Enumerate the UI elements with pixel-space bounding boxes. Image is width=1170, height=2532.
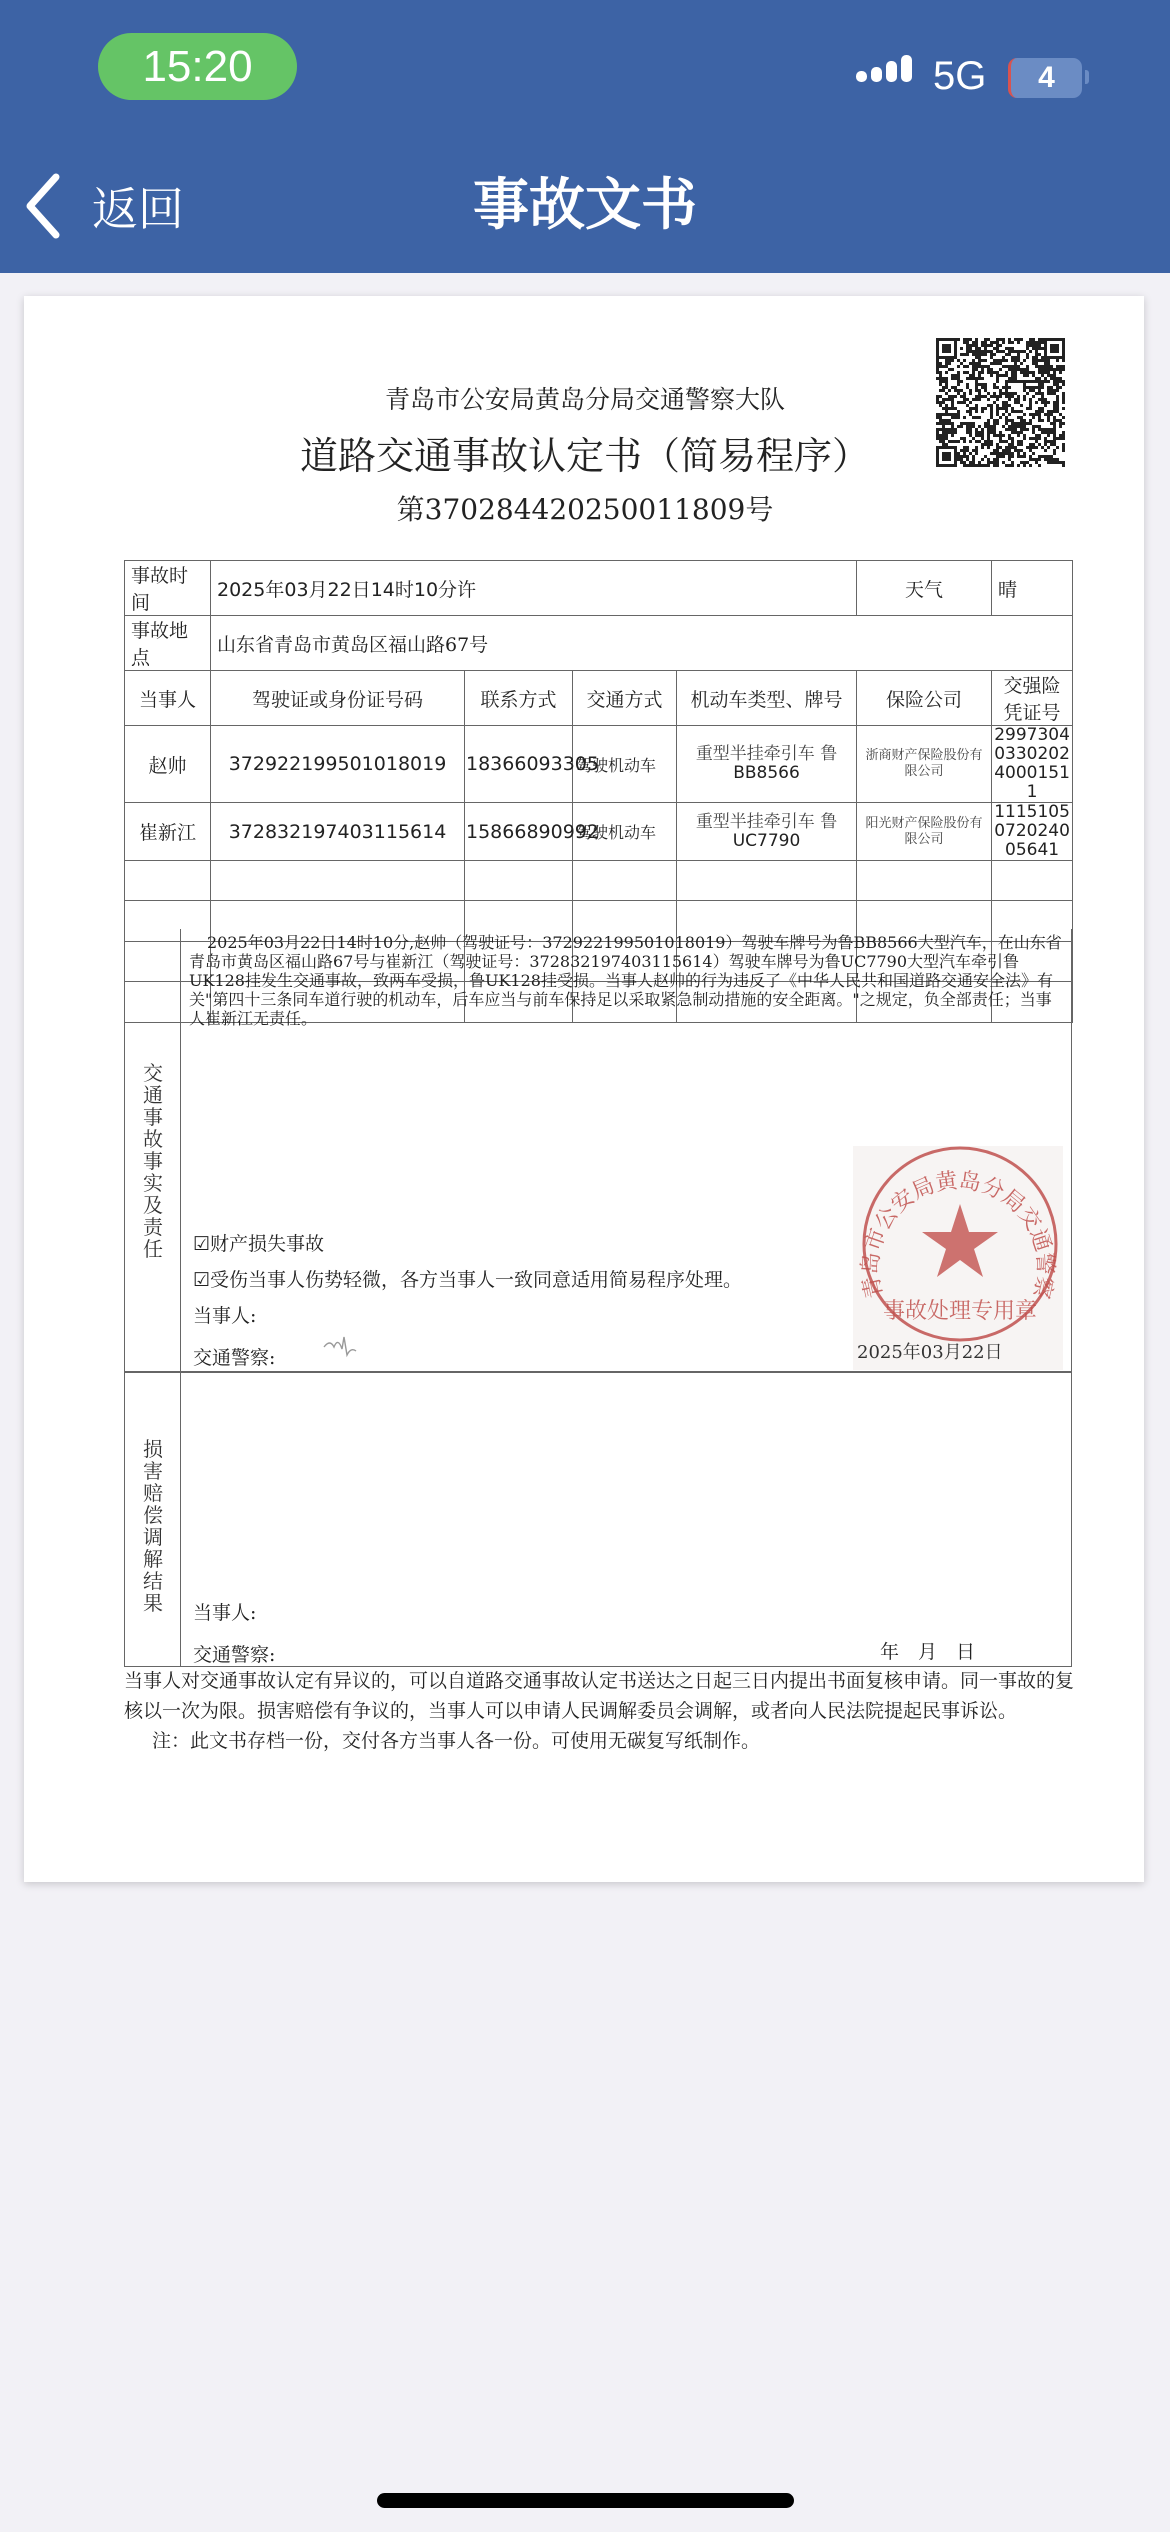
issuing-org: 青岛市公安局黄岛分局交通警察大队 [384, 385, 785, 414]
party-name: 赵帅 [125, 726, 211, 803]
property-loss-checkbox: ☑财产损失事故 [193, 1233, 325, 1255]
vehicle-plate: BB8566 [733, 763, 800, 783]
party-signature-label: 当事人: [193, 1305, 257, 1327]
label-char: 结 [143, 1569, 163, 1593]
party-vehicle [677, 726, 857, 803]
network-type: 5G [933, 54, 987, 98]
label-char: 损 [143, 1437, 163, 1461]
label-char: 任 [143, 1237, 163, 1261]
party-row [125, 803, 1073, 861]
location-value: 山东省青岛市黄岛区福山路67号 [211, 616, 1073, 671]
police-signature-label: 交通警察: [193, 1347, 276, 1369]
party-policy: 2997304033020240001511 [992, 726, 1073, 803]
label-char: 赔 [143, 1481, 163, 1505]
label-char: 调 [143, 1525, 163, 1549]
label-char: 实 [143, 1171, 163, 1195]
party-vehicle [677, 803, 857, 861]
comp-date: 年 月 日 [880, 1641, 976, 1663]
label-char: 解 [143, 1547, 163, 1571]
party-name: 崔新江 [125, 803, 211, 861]
party-row [125, 726, 1073, 803]
svg-text:青岛市公安局黄岛分局交通警察大队: 青岛市公安局黄岛分局交通警察 [858, 1168, 1058, 1301]
label-char: 责 [143, 1215, 163, 1239]
label-char: 果 [143, 1591, 163, 1615]
party-phone: 18366093305 [465, 726, 573, 803]
home-indicator[interactable] [377, 2493, 794, 2508]
label-char: 通 [143, 1083, 163, 1107]
comp-party-label: 当事人: [193, 1602, 257, 1624]
accident-time-value: 2025年03月22日14时10分许 [211, 561, 857, 616]
battery-tip [1085, 70, 1089, 84]
footer-note: 注：此文书存档一份，交付各方当事人各一份。可使用无碳复写纸制作。 [152, 1730, 761, 1752]
weather-label: 天气 [857, 561, 992, 616]
col-license: 驾驶证或身份证号码 [211, 671, 465, 726]
party-insurer: 浙商财产保险股份有限公司 [857, 726, 992, 803]
facts-text: 2025年03月22日14时10分,赵帅（驾驶证号：372922199501018019）驾驶车牌号为鲁BB8566大型汽车，在山东省青岛市黄岛区福山路67号与崔新江（驾驶证号：372832197403115614）驾驶车牌号为鲁UC7790大型汽车牵引鲁UK128挂发生交通事故，致两车受损，鲁UK128挂受损。当事人赵帅的行为违反了《中华人民共和国道路交通安全法》有关"第四十三条同车道行驶的机动车，后车应当与前车保持足以采取紧急制动措施的安全距离。"之规定，负全部责任；当事人崔新江无责任。 [189, 933, 1062, 1028]
vehicle-type: 重型半挂牵引车 鲁 [695, 744, 838, 764]
accident-time-label: 事故时间 [125, 561, 211, 616]
party-mode: 驾驶机动车 [573, 726, 677, 803]
label-char: 事 [143, 1105, 163, 1129]
party-policy: 1115105072024005641 [992, 803, 1073, 861]
col-mode: 交通方式 [573, 671, 677, 726]
svg-text:事故处理专用章: 事故处理专用章 [882, 1299, 1038, 1324]
vehicle-plate: UC7790 [732, 830, 801, 851]
col-insurer: 保险公司 [857, 671, 992, 726]
police-signature [320, 1329, 360, 1359]
party-mode: 驾驶机动车 [573, 803, 677, 861]
weather-value: 晴 [992, 561, 1073, 616]
party-insurer: 阳光财产保险股份有限公司 [857, 803, 992, 861]
stamp-seal [853, 1146, 1063, 1370]
back-label: 返回 [92, 182, 184, 236]
label-char: 故 [143, 1127, 163, 1151]
minor-injury-checkbox: ☑受伤当事人伤势轻微，各方当事人一致同意适用简易程序处理。 [193, 1269, 743, 1291]
document-title: 道路交通事故认定书（简易程序） [299, 434, 870, 478]
stamp-date: 2025年03月22日 [857, 1342, 1003, 1363]
label-char: 交 [143, 1061, 163, 1085]
comp-label [125, 1438, 181, 1614]
battery-icon: 4 [1008, 58, 1082, 98]
footer-notice: 当事人对交通事故认定有异议的，可以自道路交通事故认定书送达之日起三日内提出书面复核申请。同一事故的复核以一次为限。损害赔偿有争议的，当事人可以申请人民调解委员会调解，或者向人民法院提起民事诉讼。 [124, 1670, 1075, 1722]
facts-label [125, 1062, 181, 1260]
vehicle-type: 重型半挂牵引车 鲁 [695, 811, 838, 832]
col-vehicle: 机动车类型、牌号 [677, 671, 857, 726]
party-id: 372922199501018019 [211, 726, 465, 803]
location-row [125, 616, 1073, 671]
location-label: 事故地点 [125, 616, 211, 671]
col-phone: 联系方式 [465, 671, 573, 726]
party-header-row [125, 671, 1073, 726]
label-char: 害 [143, 1459, 163, 1483]
page-title: 事故文书 [473, 173, 697, 238]
label-char: 及 [143, 1193, 163, 1217]
signal-icon [856, 55, 914, 82]
party-id: 372832197403115614 [211, 803, 465, 861]
col-policy: 交强险凭证号 [992, 671, 1073, 726]
label-char: 偿 [143, 1503, 163, 1527]
document-number: 第370284420250011809号 [396, 493, 774, 526]
compensation-section [124, 1372, 1072, 1667]
status-time: 15:20 [98, 33, 297, 100]
official-stamp [853, 1146, 1063, 1370]
col-party: 当事人 [125, 671, 211, 726]
party-phone: 15866890992 [465, 803, 573, 861]
empty-row [125, 861, 1073, 901]
qr-code [936, 338, 1065, 467]
time-row [125, 561, 1073, 616]
label-char: 事 [143, 1149, 163, 1173]
comp-police-label: 交通警察: [193, 1644, 276, 1666]
